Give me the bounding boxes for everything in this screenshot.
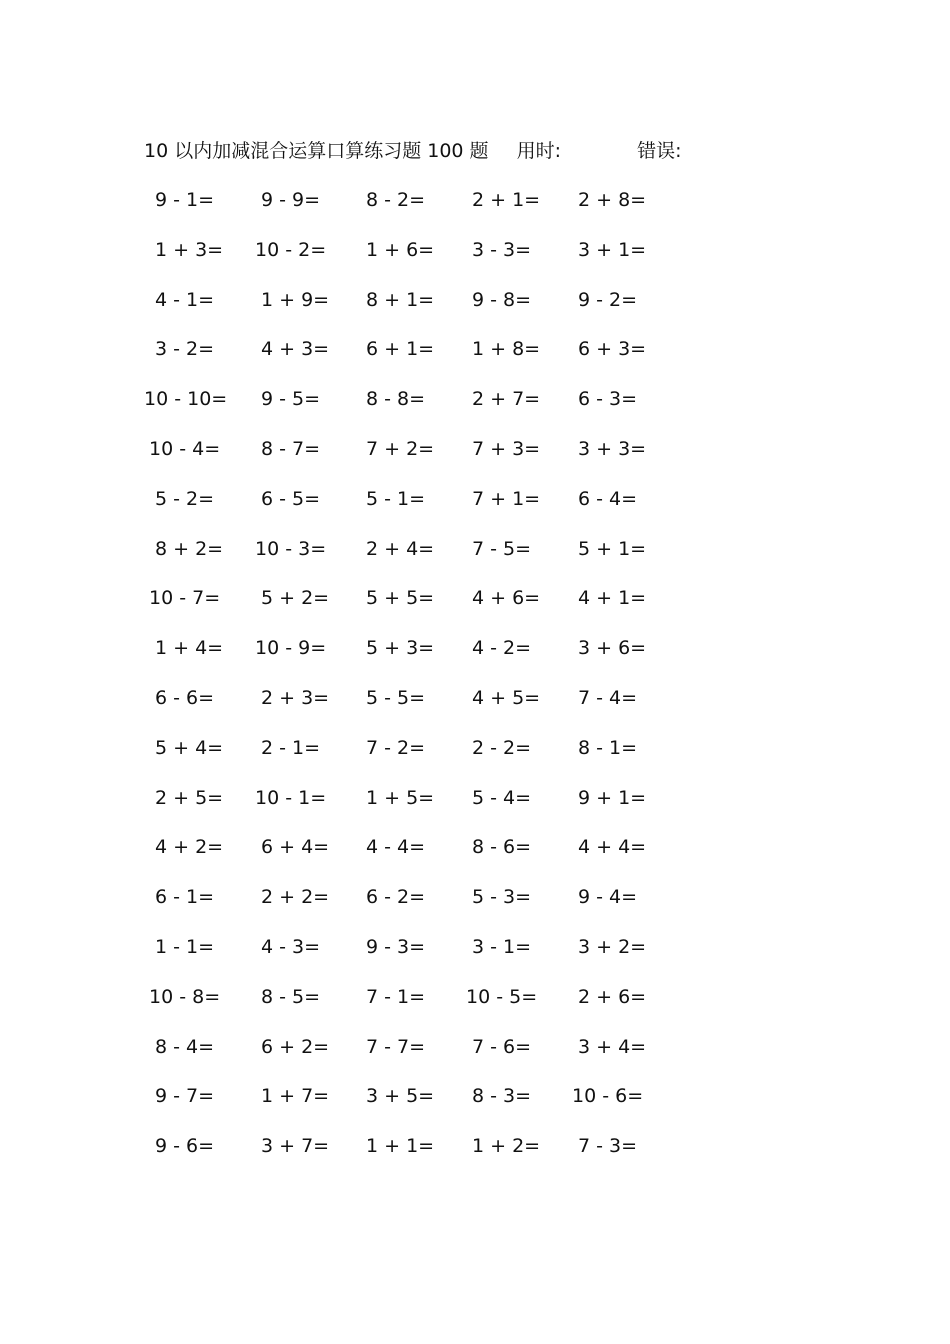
math-problem: 1 + 2= xyxy=(472,1135,541,1158)
problem-row xyxy=(144,634,684,684)
math-problem: 9 - 8= xyxy=(472,288,532,311)
problem-row xyxy=(144,385,684,435)
math-problem: 10 - 8= xyxy=(149,985,221,1008)
math-problem: 8 - 5= xyxy=(261,985,321,1008)
problem-row xyxy=(144,535,684,585)
math-problem: 3 + 1= xyxy=(578,238,647,261)
math-problem: 6 - 5= xyxy=(261,487,321,510)
math-problem: 1 + 1= xyxy=(366,1135,435,1158)
math-problem: 2 + 3= xyxy=(261,686,330,709)
math-problem: 4 - 4= xyxy=(366,836,426,859)
math-problem: 5 + 1= xyxy=(578,537,647,560)
math-problem: 2 + 2= xyxy=(261,886,330,909)
math-problem: 10 - 4= xyxy=(149,437,221,460)
math-problem: 6 - 4= xyxy=(578,487,638,510)
math-problem: 3 + 3= xyxy=(578,437,647,460)
math-problem: 8 - 1= xyxy=(578,736,638,759)
math-problem: 1 - 1= xyxy=(155,935,215,958)
math-problem: 6 + 2= xyxy=(261,1035,330,1058)
math-problem: 5 - 3= xyxy=(472,886,532,909)
math-problem: 5 + 2= xyxy=(261,587,330,610)
math-problem: 4 + 4= xyxy=(578,836,647,859)
worksheet-header xyxy=(144,137,681,165)
problem-row xyxy=(144,833,684,883)
math-problem: 6 + 1= xyxy=(366,338,435,361)
math-problem: 8 + 2= xyxy=(155,537,224,560)
math-problem: 7 - 6= xyxy=(472,1035,532,1058)
math-problem: 9 - 9= xyxy=(261,189,321,211)
math-problem: 10 - 1= xyxy=(255,786,327,809)
math-problem: 6 - 2= xyxy=(366,886,426,909)
math-problem: 1 + 7= xyxy=(261,1085,330,1108)
math-problem: 1 + 6= xyxy=(366,238,435,261)
math-problem: 4 + 1= xyxy=(578,587,647,610)
problem-row xyxy=(144,1132,684,1182)
math-problem: 2 + 6= xyxy=(578,985,647,1008)
math-problem: 8 - 2= xyxy=(366,189,426,211)
math-problem: 5 - 2= xyxy=(155,487,215,510)
problem-row xyxy=(144,186,684,236)
math-problem: 3 + 6= xyxy=(578,637,647,660)
math-problem: 2 - 1= xyxy=(261,736,321,759)
math-problem: 3 + 2= xyxy=(578,935,647,958)
math-problem: 10 - 10= xyxy=(144,388,228,411)
problem-grid xyxy=(144,186,684,1182)
math-problem: 6 - 3= xyxy=(578,388,638,411)
math-problem: 1 + 9= xyxy=(261,288,330,311)
math-problem: 3 + 7= xyxy=(261,1135,330,1158)
math-problem: 3 - 3= xyxy=(472,238,532,261)
problem-row xyxy=(144,236,684,286)
math-problem: 2 + 5= xyxy=(155,786,224,809)
problem-row xyxy=(144,435,684,485)
math-problem: 9 - 7= xyxy=(155,1085,215,1108)
math-problem: 2 - 2= xyxy=(472,736,532,759)
math-problem: 3 - 1= xyxy=(472,935,532,958)
math-problem: 1 + 5= xyxy=(366,786,435,809)
math-problem: 4 - 3= xyxy=(261,935,321,958)
math-problem: 8 - 6= xyxy=(472,836,532,859)
math-problem: 2 + 1= xyxy=(472,189,541,211)
problem-row xyxy=(144,1033,684,1083)
time-used-label: 用时: xyxy=(516,140,562,162)
math-problem: 5 - 1= xyxy=(366,487,426,510)
math-problem: 9 - 2= xyxy=(578,288,638,311)
math-problem: 4 + 6= xyxy=(472,587,541,610)
math-problem: 4 - 1= xyxy=(155,288,215,311)
math-problem: 2 + 7= xyxy=(472,388,541,411)
math-problem: 7 - 1= xyxy=(366,985,426,1008)
math-problem: 1 + 3= xyxy=(155,238,224,261)
problem-row xyxy=(144,734,684,784)
problem-row xyxy=(144,883,684,933)
math-problem: 5 + 5= xyxy=(366,587,435,610)
math-problem: 1 + 4= xyxy=(155,637,224,660)
math-problem: 7 - 4= xyxy=(578,686,638,709)
math-problem: 6 - 1= xyxy=(155,886,215,909)
math-problem: 1 + 8= xyxy=(472,338,541,361)
math-problem: 10 - 9= xyxy=(255,637,327,660)
math-problem: 6 + 3= xyxy=(578,338,647,361)
math-problem: 10 - 3= xyxy=(255,537,327,560)
math-problem: 4 + 3= xyxy=(261,338,330,361)
math-problem: 7 - 3= xyxy=(578,1135,638,1158)
math-problem: 9 - 4= xyxy=(578,886,638,909)
math-problem: 9 + 1= xyxy=(578,786,647,809)
problem-row xyxy=(144,335,684,385)
math-problem: 9 - 1= xyxy=(155,189,215,211)
math-problem: 9 - 5= xyxy=(261,388,321,411)
math-problem: 9 - 6= xyxy=(155,1135,215,1158)
math-problem: 7 - 2= xyxy=(366,736,426,759)
problem-row xyxy=(144,286,684,336)
math-problem: 3 + 4= xyxy=(578,1035,647,1058)
math-problem: 8 - 4= xyxy=(155,1035,215,1058)
math-problem: 8 - 7= xyxy=(261,437,321,460)
math-problem: 10 - 2= xyxy=(255,238,327,261)
problem-row xyxy=(144,485,684,535)
problem-row xyxy=(144,784,684,834)
math-problem: 4 - 2= xyxy=(472,637,532,660)
math-problem: 6 + 4= xyxy=(261,836,330,859)
math-problem: 7 - 7= xyxy=(366,1035,426,1058)
math-problem: 2 + 4= xyxy=(366,537,435,560)
math-problem: 7 + 3= xyxy=(472,437,541,460)
math-problem: 8 + 1= xyxy=(366,288,435,311)
math-problem: 3 - 2= xyxy=(155,338,215,361)
problem-row xyxy=(144,983,684,1033)
math-problem: 5 + 4= xyxy=(155,736,224,759)
math-problem: 5 - 4= xyxy=(472,786,532,809)
math-problem: 10 - 6= xyxy=(572,1085,644,1108)
math-problem: 8 - 8= xyxy=(366,388,426,411)
math-problem: 6 - 6= xyxy=(155,686,215,709)
math-problem: 8 - 3= xyxy=(472,1085,532,1108)
problem-row xyxy=(144,1082,684,1132)
math-problem: 4 + 2= xyxy=(155,836,224,859)
math-problem: 4 + 5= xyxy=(472,686,541,709)
errors-label: 错误: xyxy=(637,140,682,162)
math-problem: 7 + 2= xyxy=(366,437,435,460)
math-problem: 5 - 5= xyxy=(366,686,426,709)
math-problem: 10 - 7= xyxy=(149,587,221,610)
math-problem: 5 + 3= xyxy=(366,637,435,660)
math-problem: 3 + 5= xyxy=(366,1085,435,1108)
math-problem: 7 - 5= xyxy=(472,537,532,560)
problem-row xyxy=(144,584,684,634)
math-problem: 10 - 5= xyxy=(466,985,538,1008)
worksheet-title: 10 以内加减混合运算口算练习题 100 题 xyxy=(144,140,489,162)
math-problem: 7 + 1= xyxy=(472,487,541,510)
math-problem: 2 + 8= xyxy=(578,189,647,211)
math-problem: 9 - 3= xyxy=(366,935,426,958)
problem-row xyxy=(144,933,684,983)
problem-row xyxy=(144,684,684,734)
